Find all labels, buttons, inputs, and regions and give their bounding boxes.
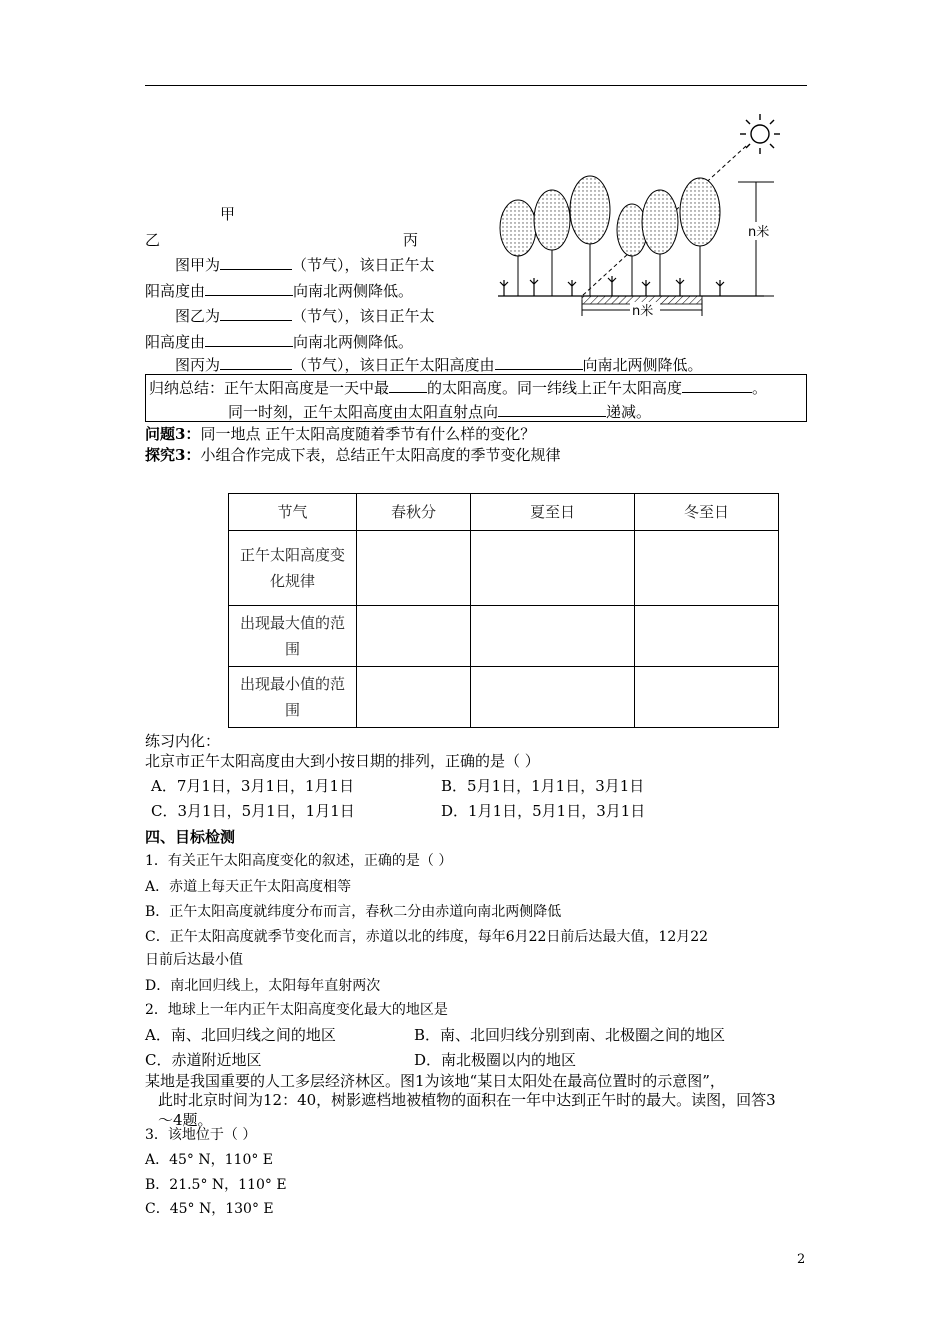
blank-jia-from[interactable] xyxy=(205,281,293,296)
blank-summary-1[interactable] xyxy=(389,378,427,393)
passage-line-2: 此时北京时间为12：40，树影遮档地被植物的面积在一年中达到正午时的最大。读图，回答3 xyxy=(158,1091,776,1109)
q3-option-c[interactable]: C．45° N，130° E xyxy=(145,1201,274,1217)
summary-line-2: 同一时刻，正午太阳高度由太阳直射点向 递减。 xyxy=(228,403,652,421)
q1-option-d[interactable]: D．南北回归线上，太阳每年直射两次 xyxy=(145,978,381,994)
table-row xyxy=(229,531,779,606)
blank-summary-3[interactable] xyxy=(498,402,606,417)
q2-option-a[interactable]: A．南、北回归线之间的地区 xyxy=(145,1026,336,1044)
line-bing: 图丙为 （节气），该日正午太阳高度由 向南北两侧降低。 xyxy=(175,356,703,374)
sun-icon xyxy=(740,114,780,154)
blank-yi-from[interactable] xyxy=(205,332,293,347)
q2-option-b[interactable]: B．南、北回归线分别到南、北极圈之间的地区 xyxy=(414,1026,726,1044)
line-yi: 图乙为 （节气），该日正午太 xyxy=(175,307,435,325)
table-cell[interactable] xyxy=(635,531,779,606)
line-jia: 图甲为 （节气），该日正午太 xyxy=(175,256,435,274)
q3-option-a[interactable]: A．45° N，110° E xyxy=(145,1152,274,1168)
question-1: 1．有关正午太阳高度变化的叙述，正确的是（ ） xyxy=(145,853,453,869)
header-rule xyxy=(145,85,807,86)
row-label: 出现最大值的范 围 xyxy=(229,606,357,667)
table-cell[interactable] xyxy=(357,606,471,667)
table-header: 节气 xyxy=(229,494,357,531)
q1-option-a[interactable]: A．赤道上每天正午太阳高度相等 xyxy=(145,879,352,895)
height-label: n米 xyxy=(748,225,770,240)
table-cell[interactable] xyxy=(635,667,779,728)
tree-group xyxy=(500,176,720,296)
table-header: 夏至日 xyxy=(471,494,635,531)
passage-line-3: ～4题。 xyxy=(158,1111,213,1129)
table-row xyxy=(229,606,779,667)
table-cell[interactable] xyxy=(471,531,635,606)
figure-label-bing: 丙 xyxy=(403,231,419,249)
question-3-target: 3．该地位于（ ） xyxy=(145,1127,257,1143)
blank-yi-term[interactable] xyxy=(220,306,292,321)
summary-line-1: 归纳总结：正午太阳高度是一天中最 的太阳高度。同一纬线上正午太阳高度 。 xyxy=(149,379,768,397)
line-yi-2: 阳高度由 向南北两侧降低。 xyxy=(145,333,414,351)
table-cell[interactable] xyxy=(357,531,471,606)
table-cell[interactable] xyxy=(635,606,779,667)
table-cell[interactable] xyxy=(357,667,471,728)
blank-bing-term[interactable] xyxy=(220,355,292,370)
seasonal-change-table xyxy=(228,493,779,728)
table-header: 春秋分 xyxy=(357,494,471,531)
undergrowth-group xyxy=(500,276,724,296)
q1-option-b[interactable]: B．正午太阳高度就纬度分布而言，春秋二分由赤道向南北两侧降低 xyxy=(145,904,562,920)
table-cell[interactable] xyxy=(471,667,635,728)
practice-option-b[interactable]: B．5月1日，1月1日，3月1日 xyxy=(441,777,645,795)
forest-shadow-diagram xyxy=(494,110,790,320)
table-header: 冬至日 xyxy=(635,494,779,531)
width-label: n米 xyxy=(632,304,654,319)
practice-title: 练习内化： xyxy=(145,732,221,750)
blank-bing-from[interactable] xyxy=(495,355,583,370)
table-header-row xyxy=(229,494,779,531)
q2-option-d[interactable]: D．南北极圈以内的地区 xyxy=(414,1051,577,1069)
row-label: 正午太阳高度变 化规律 xyxy=(229,531,357,606)
q1-option-c-cont: 日前后达最小值 xyxy=(145,952,243,968)
practice-option-c[interactable]: C．3月1日，5月1日，1月1日 xyxy=(151,802,355,820)
figure-label-yi: 乙 xyxy=(145,231,161,249)
table-cell[interactable] xyxy=(471,606,635,667)
question-3: 问题3：同一地点 正午太阳高度随着季节有什么样的变化？ xyxy=(145,425,536,443)
question-2: 2．地球上一年内正午太阳高度变化最大的地区是 xyxy=(145,1002,448,1018)
row-label: 出现最小值的范 围 xyxy=(229,667,357,728)
blank-jia-term[interactable] xyxy=(220,255,292,270)
practice-question: 北京市正午太阳高度由大到小按日期的排列，正确的是（ ） xyxy=(145,752,540,770)
table-row xyxy=(229,667,779,728)
section-title: 四、目标检测 xyxy=(145,828,236,846)
blank-summary-2[interactable] xyxy=(682,378,752,393)
page-number: 2 xyxy=(797,1252,806,1267)
q3-option-b[interactable]: B．21.5° N，110° E xyxy=(145,1177,287,1193)
q1-option-c[interactable]: C．正午太阳高度就季节变化而言，赤道以北的纬度，每年6月22日前后达最大值，12月22 xyxy=(145,929,709,945)
passage-line-1: 某地是我国重要的人工多层经济林区。图1为该地“某日太阳处在最高位置时的示意图”， xyxy=(145,1072,725,1090)
practice-option-d[interactable]: D．1月1日，5月1日，3月1日 xyxy=(441,802,646,820)
line-jia-2: 阳高度由 向南北两侧降低。 xyxy=(145,282,414,300)
practice-option-a[interactable]: A．7月1日，3月1日，1月1日 xyxy=(151,777,355,795)
q2-option-c[interactable]: C．赤道附近地区 xyxy=(145,1051,262,1069)
figure-label-jia: 甲 xyxy=(220,205,236,223)
explore-3: 探究3：小组合作完成下表，总结正午太阳高度的季节变化规律 xyxy=(145,446,561,464)
